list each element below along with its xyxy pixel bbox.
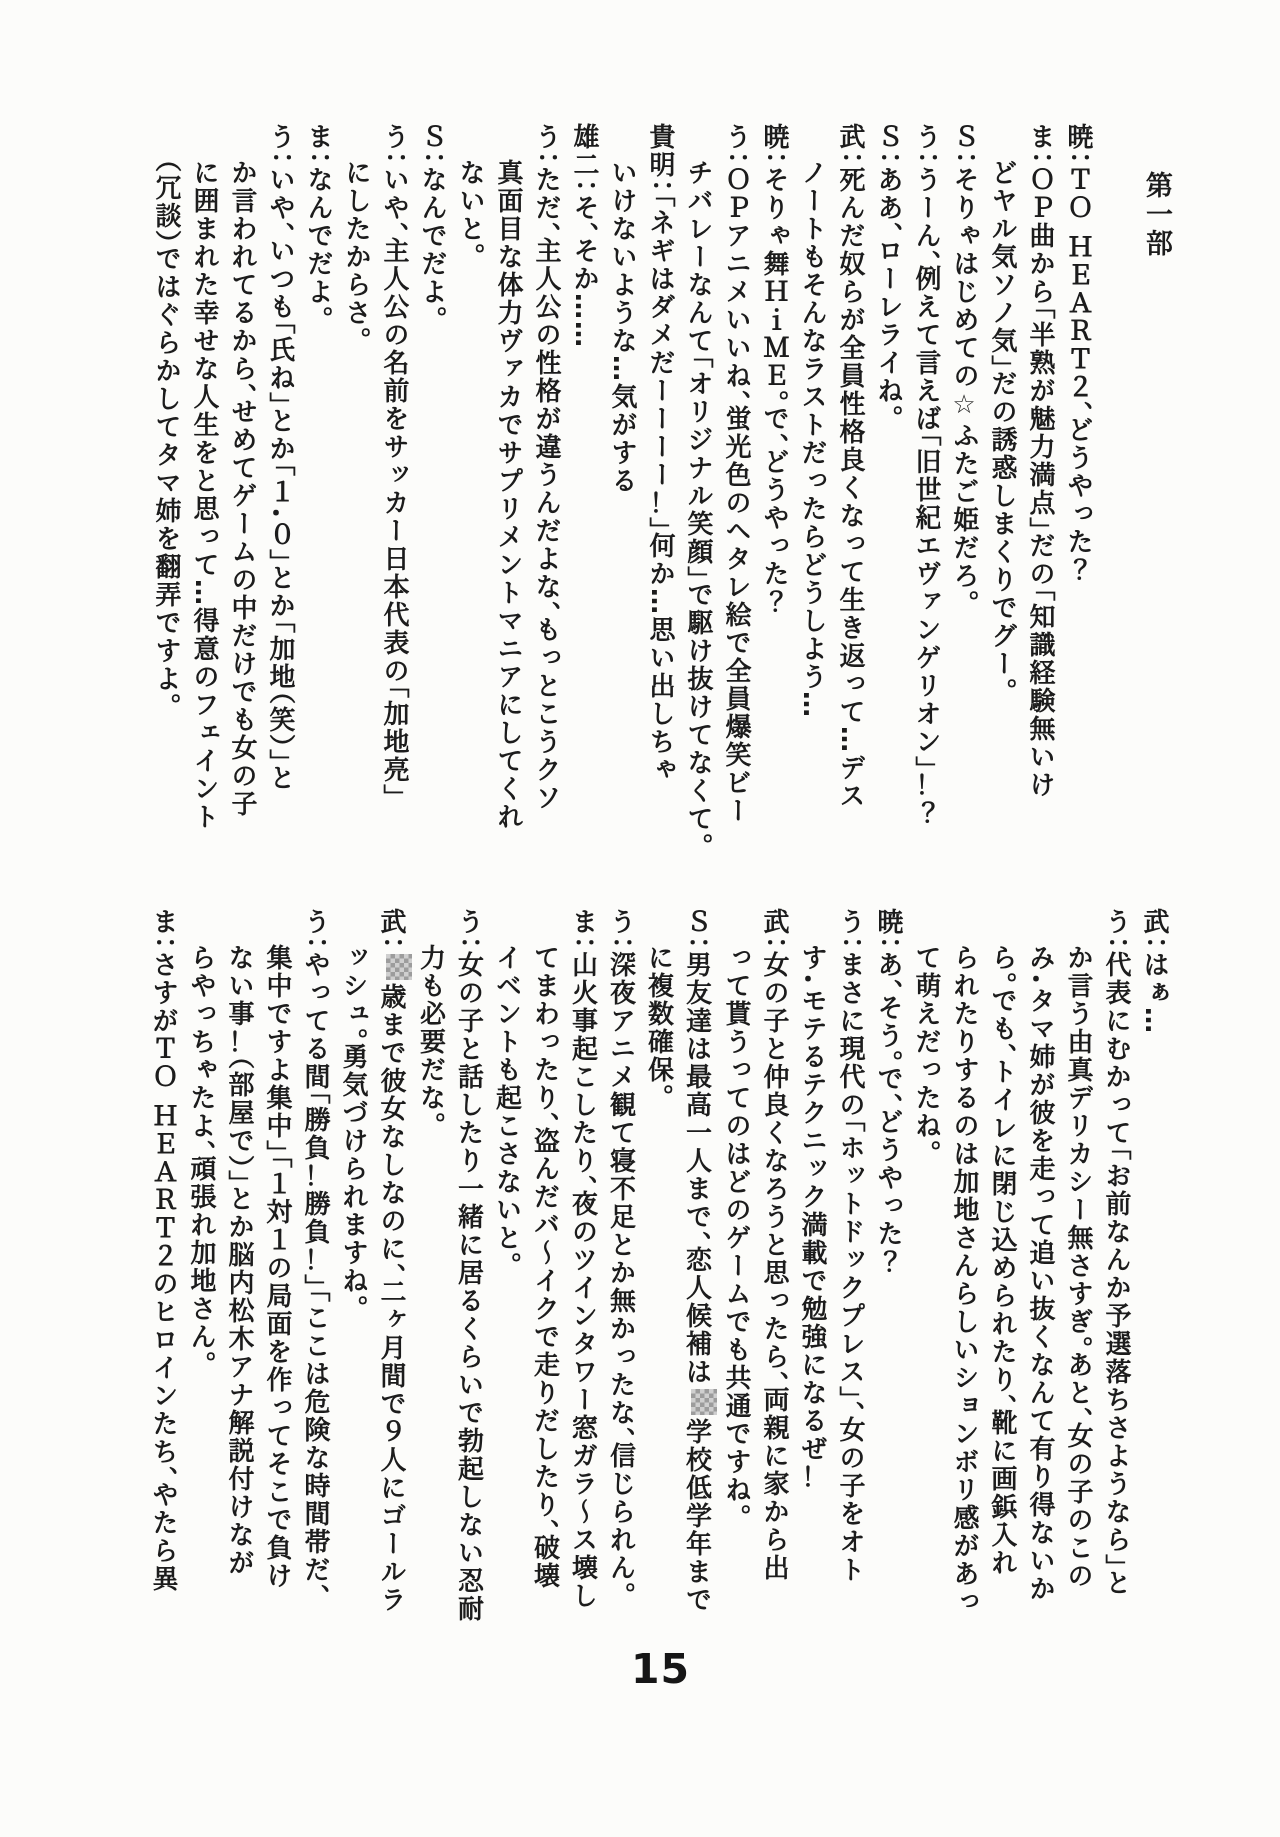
text-line: う：深夜アニメ観て寝不足とか無かったな、信じられん。 — [605, 908, 636, 1597]
text-line: Ｓ：なんでだよ。 — [417, 123, 447, 321]
text-line: う：うーん、例えて言えば「旧世紀エヴァンゲリオン」！？ — [911, 123, 941, 827]
text-line: イベントも起こさないと。 — [491, 944, 522, 1267]
text-line: ま：ＯＰ曲から「半熟が魅力満点」だの「知識経験無いけ — [1025, 123, 1055, 799]
text-line: 武：死んだ奴らが全員性格良くなって生き返って…デス — [835, 123, 865, 810]
text-line: 武：はぁ… — [1139, 908, 1169, 1035]
text-line: にしたからさ。 — [341, 159, 371, 342]
dialogue-lines-bottom — [144, 908, 1173, 1698]
text-line: 暁：そりゃ舞ＨｉＭＥ。で、どうやった？ — [759, 123, 789, 616]
text-line: か言われてるから、せめてゲームの中だけでも女の子 — [227, 159, 257, 818]
text-line: Ｓ：ああ、ローレライね。 — [873, 123, 903, 420]
page-number: 15 — [631, 1645, 691, 1693]
text-line: ないと。 — [455, 159, 485, 258]
text-line: 暁：あ、そう。で、どうやった？ — [873, 908, 903, 1276]
text-line: って貰うってのはどのゲームでも共通ですね。 — [721, 944, 751, 1519]
text-line: う：いや、いつも「氏ね」とか「１・０」とか「加地（笑）」と — [265, 123, 295, 792]
text-line: ま：さすがＴＯ ＨＥＡＲＴ２のヒロインたち、やたら異 — [148, 908, 178, 1594]
text-line: 暁：ＴＯ ＨＥＡＲＴ２、どうやった？ — [1063, 123, 1093, 585]
text-line: どヤル気ソノ気」だの誘惑しまくりでグー。 — [987, 159, 1017, 693]
text-line: ッシュ。勇気づけられますね。 — [338, 944, 368, 1310]
text-line: う：代表にむかって「お前なんか予選落ちさようなら」と — [1101, 908, 1131, 1597]
text-line: Ｓ：男友達は最高一人まで、恋人候補は学校低学年まで — [678, 908, 718, 1698]
text-line: う：ＯＰアニメいいね、蛍光色のヘタレ絵で全員爆笑ビー — [721, 123, 751, 825]
text-line: 武：歳まで彼女なしなのに、二ヶ月間で９人にゴールラ — [372, 908, 412, 1698]
text-line: 雄二：そ、そか…… — [569, 123, 599, 349]
text-line: ノートもそんなラストだったらどうしよう… — [797, 159, 827, 719]
text-line: （冗談）ではぐらかしてタマ姉を翻弄ですよ。 — [151, 159, 181, 708]
text-line: 力も必要だな。 — [415, 944, 446, 1127]
mosaic-censor — [691, 1389, 717, 1415]
text-line: 真面目な体力ヴァカでサプリメントマニアにしてくれ — [493, 159, 523, 831]
text-line: す・モテるテクニック満載で勉強になるぜ！ — [797, 944, 827, 1491]
text-line: に囲まれた幸せな人生をと思って…得意のフェイント — [189, 159, 219, 831]
text-line: う：ただ、主人公の性格が違うんだよな、もっとこうクソ — [531, 123, 561, 812]
text-line: う：やってる間「勝負！勝負！」「ここは危険な時間帯だ、 — [300, 908, 330, 1599]
text-line: ない事！（部屋で）」とか脳内松木アナ解説付けなが — [224, 944, 254, 1577]
mosaic-censor — [386, 954, 412, 980]
text-line: チバレーなんて「オリジナル笑顔」で駆け抜けてなくて。 — [683, 159, 713, 848]
dialogue-block-part1 — [147, 123, 1175, 913]
text-line: られたりするのは加地さんらしいションボリ感があっ — [949, 944, 979, 1616]
text-line: 武：女の子と仲良くなろうと思ったら、両親に家から出 — [759, 908, 789, 1582]
section-heading: 第一部 — [1141, 171, 1172, 258]
text-line: いけないような…気がする — [607, 159, 637, 495]
text-line: ら。でも、トイレに閉じ込められたり、靴に画鋲入れ — [987, 944, 1017, 1577]
text-line: てまわったり、盗んだバ～イクで走りだしたり、破壊 — [529, 944, 560, 1590]
text-line: ま：なんでだよ。 — [303, 123, 333, 321]
text-line: み・タマ姉が彼を走って追い抜くなんて有り得ないか — [1025, 944, 1055, 1603]
dialogue-lines-top — [147, 123, 1097, 913]
text-line: う：まさに現代の「ホットドックプレス」、女の子をオト — [835, 908, 865, 1584]
text-line: う：女の子と話したり一緒に居るくらいで勃起しない忍耐 — [453, 908, 484, 1623]
text-line: Ｓ：そりゃはじめての☆ふたご姫だろ。 — [949, 123, 979, 605]
text-line: 集中ですよ集中」「１対１の局面を作ってそこで負け — [262, 944, 292, 1590]
text-line: ま：山火事起こしたり、夜のツインタワー窓ガラ～ス壊し — [567, 908, 598, 1610]
text-line: らやっちゃたよ、頑張れ加地さん。 — [186, 944, 216, 1366]
text-line: 貴明：「ネギはダメだーーーー！」何か…思い出しちゃ — [645, 123, 675, 784]
text-line: か言う由真デリカシー無さすぎ。あと、女の子のこの — [1063, 944, 1093, 1590]
text-line: に複数確保。 — [643, 944, 674, 1099]
text-line: う：いや、主人公の名前をサッカー日本代表の「加地亮」 — [379, 123, 409, 799]
text-line: て萌えだったね。 — [911, 944, 941, 1155]
dialogue-block-continued — [144, 908, 1173, 1698]
